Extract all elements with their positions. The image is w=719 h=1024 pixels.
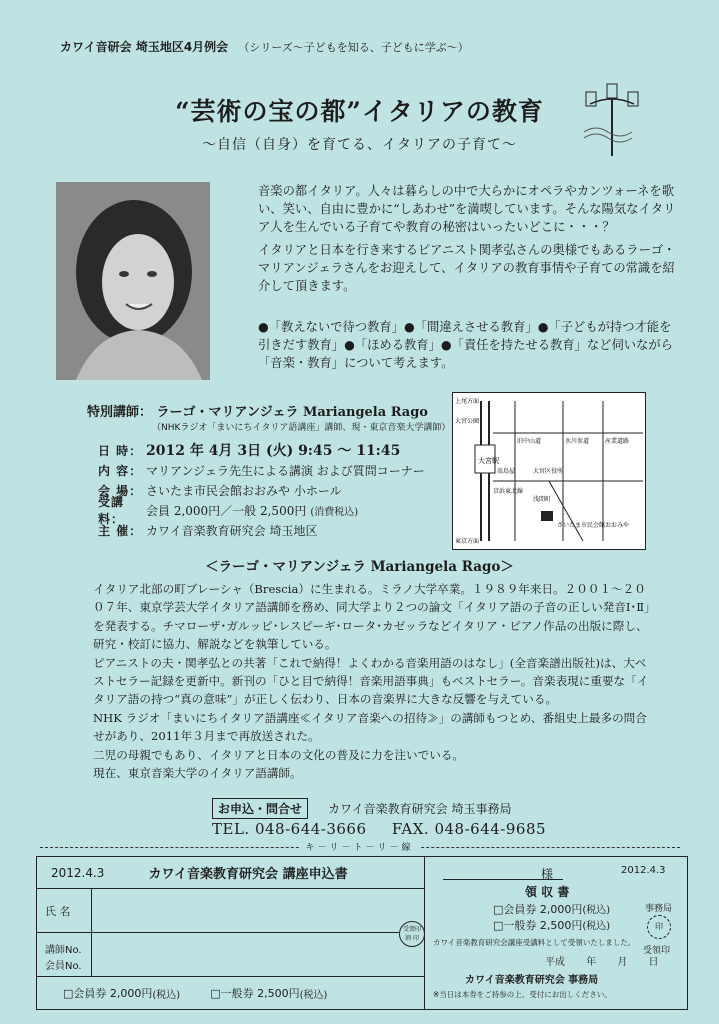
bio-paragraph-4: 二児の母親でもあり、イタリアと日本の文化の普及に力を注いでいる。 <box>93 747 465 762</box>
receipt-member-ticket-line <box>493 901 610 917</box>
office-seal <box>647 915 671 939</box>
map-station: 大宮駅 <box>478 457 499 465</box>
receipt-general-ticket-line <box>493 917 610 933</box>
cut-line-label <box>0 840 719 853</box>
form-general-tax: (税込) <box>299 989 328 1001</box>
receipt-issuer: カワイ音楽教育研究会 事務局 <box>465 975 599 986</box>
contact-label: お申込・問合せ <box>212 798 308 819</box>
name-field[interactable] <box>37 889 425 933</box>
intro-paragraph-2: イタリアと日本を行き来するピアニスト関孝弘さんの奥様でもあるラーゴ・マリアンジェラさんをお迎えして、イタリアの教育事情や子育ての常識を紹介して頂きます。 <box>258 242 676 294</box>
map-venue: さいたま市民会館おおみや <box>557 522 630 529</box>
map-line1: 旧中山道 <box>517 438 542 445</box>
receipt-general-tax: (税込) <box>582 921 611 932</box>
form-member-ticket[interactable]: □会員券 2,000円 <box>63 987 153 1000</box>
host-row <box>98 520 425 540</box>
lecturer-label: 特別講師： <box>87 405 153 420</box>
content-label: 内 容： <box>98 463 143 478</box>
header-org: カワイ音研会 埼玉地区4月例会 <box>60 40 229 54</box>
member-number-field[interactable] <box>37 933 425 977</box>
bio-paragraph-3: NHK ラジオ「まいにちイタリア語講座≪イタリア音楽への招待≫」の講師もつとめ、番組史上最多の問合せがあり、2011年３月まで再放送された。 <box>93 710 647 744</box>
date-label: 日 時： <box>98 443 143 458</box>
receipt <box>425 857 687 1009</box>
header <box>60 38 469 55</box>
map-line3: 産業道路 <box>605 438 630 445</box>
map-park: 大宮公園 <box>455 418 480 425</box>
form-general-ticket[interactable]: □一般券 2,500円 <box>210 987 300 1000</box>
date-value: 2012 年 4月 3日 (火) 9:45 ～ 11:45 <box>146 443 401 459</box>
intro-paragraph-1: 音楽の都イタリア。人々は暮らしの中で大らかにオペラやカンツォーネを歌い、笑い、自由に豊かに“しあわせ”を満喫しています。そんな陽気なイタリア人を生んでいる子育てや教育の秘密はいったいどこに・・・？ <box>258 184 676 235</box>
receipt-sama: 様 <box>541 867 554 881</box>
receipt-statement: カワイ音楽教育研究会講座受講料として受領いたしました。 <box>433 938 636 947</box>
receipt-member-tax: (税込) <box>582 905 611 916</box>
cut-line-text: キ－リ－ト－リ－線 <box>299 843 419 853</box>
lecturer <box>87 401 428 420</box>
receipt-seal-label: 受領印 <box>643 946 671 956</box>
receipt-member-ticket: □会員券 2,000円 <box>493 903 583 916</box>
map-line2: 氷川参道 <box>565 438 590 445</box>
form-date: 2012.4.3 <box>51 865 105 880</box>
lecturer-name: ラーゴ・マリアンジェラ Mariangela Rago <box>156 405 428 420</box>
host-label: 主 催： <box>98 523 143 538</box>
form-header <box>37 857 425 889</box>
lecturer-note: （NHKラジオ「まいにちイタリア語講座」講師、現・東京音楽大学講師） <box>152 423 451 433</box>
contact-tel: TEL. 048-644-3666 <box>212 820 367 838</box>
map-sogo: 大宮区役所 <box>533 468 564 475</box>
receipt-title: 領 収 書 <box>525 885 570 899</box>
stamp-text-1: 受領印 <box>402 926 421 933</box>
bio-paragraph-1: イタリア北部の町ブレーシャ（Brescia）に生まれる。ミラノ大学卒業。１９８９年来日。２００１～２００７年、東京学芸大学イタリア語講師を務め、同大学より２つの論文「イタリア語の子音の正しい発音Ⅰ･Ⅱ」を発表する。チマローザ･ガルッピ･レスピーギ･ロータ･カゼッラなどイタリア・ピアノ作品の出版に際し、研究・校訂に協力、解説などを執筆している。 <box>93 582 650 652</box>
topics-text: ●「教えないで待つ教育」●「間違えさせる教育」●「子どもが持つ才能を引きだす教育」●「ほめる教育」●「責任を持たせる教育」など伺いながら「音楽・教育」について考えます。 <box>258 320 673 371</box>
contact-fax: FAX. 048-644-9685 <box>391 820 547 838</box>
receipt-date: 2012.4.3 <box>621 865 666 876</box>
venue-value: さいたま市民会館おおみや 小ホール <box>146 483 342 498</box>
bio-text <box>93 580 653 782</box>
map-ukiyo: 浅間町 <box>533 496 552 503</box>
venue-row <box>98 480 425 500</box>
member-label-2: 会員No. <box>45 961 82 972</box>
application-form <box>36 856 688 1010</box>
seal-stamp <box>399 921 425 947</box>
form-title: カワイ音楽教育研究会 講座申込書 <box>148 867 348 882</box>
member-label-1: 講師No. <box>45 945 82 956</box>
access-map <box>452 392 646 550</box>
content-row <box>98 460 425 480</box>
name-label: 氏 名 <box>45 905 71 918</box>
fee-tax: (消費税込) <box>310 506 359 518</box>
header-series: （シリーズ～子どもを知る、子どもに学ぶ～） <box>238 41 469 54</box>
map-ueo: 上尾方面 <box>455 398 480 405</box>
fee-label: 受講料： <box>98 495 125 526</box>
bio-paragraph-2: ピアニストの夫・関孝弘との共著「これで納得！よくわかる音楽用語のはなし」(全音楽譜出版社)は、大ベストセラー記録を更新中。新刊の「ひと目で納得！音楽用語事典」もベストセラー。音楽表現に重要な「イタリア語の持つ“真の意味”」が正しく伝わり、日本の音楽界に大きな反響を与えている。 <box>93 655 649 707</box>
receipt-date-line: 平成 年 月 日 <box>545 957 659 968</box>
contact-phones <box>212 820 546 838</box>
host-value: カワイ音楽教育研究会 埼玉地区 <box>146 523 318 538</box>
map-jr: 京浜東北線 <box>493 488 524 495</box>
receipt-note: ※当日は本券をご持参の上、受付にお出しください。 <box>433 990 612 999</box>
intro-text <box>258 182 678 299</box>
map-takashimaya: 髙島屋 <box>497 468 516 475</box>
stamp-text-2: 割 印 <box>405 935 419 942</box>
date-row <box>98 440 425 460</box>
lecturer-photo <box>56 182 210 380</box>
page-title: “芸術の宝の都”イタリアの教育 <box>175 97 544 126</box>
receipt-general-ticket: □一般券 2,500円 <box>493 919 583 932</box>
map-tokyo: 東京方面 <box>455 538 480 545</box>
receipt-office: 事務局 <box>645 904 673 914</box>
event-info <box>98 440 425 540</box>
bio-paragraph-5: 現在、東京音楽大学のイタリア語講師。 <box>93 766 302 781</box>
content-value: マリアンジェラ先生による講演 および質問コーナー <box>146 463 425 478</box>
bio-heading: ＜ラーゴ・マリアンジェラ Mariangela Rago＞ <box>205 559 514 575</box>
contact-org: カワイ音楽教育研究会 埼玉事務局 <box>328 802 512 816</box>
ticket-select <box>37 977 425 1009</box>
page-subtitle: ～自信（自身）を育てる、イタリアの子育て～ <box>202 137 517 153</box>
venue-label: 会 場： <box>98 483 143 498</box>
fee-row <box>98 495 425 526</box>
form-member-tax: (税込) <box>152 989 181 1001</box>
fee-value: 会員 2,000円／一般 2,500円 <box>146 503 307 518</box>
office-seal-text: 印 <box>655 922 663 931</box>
